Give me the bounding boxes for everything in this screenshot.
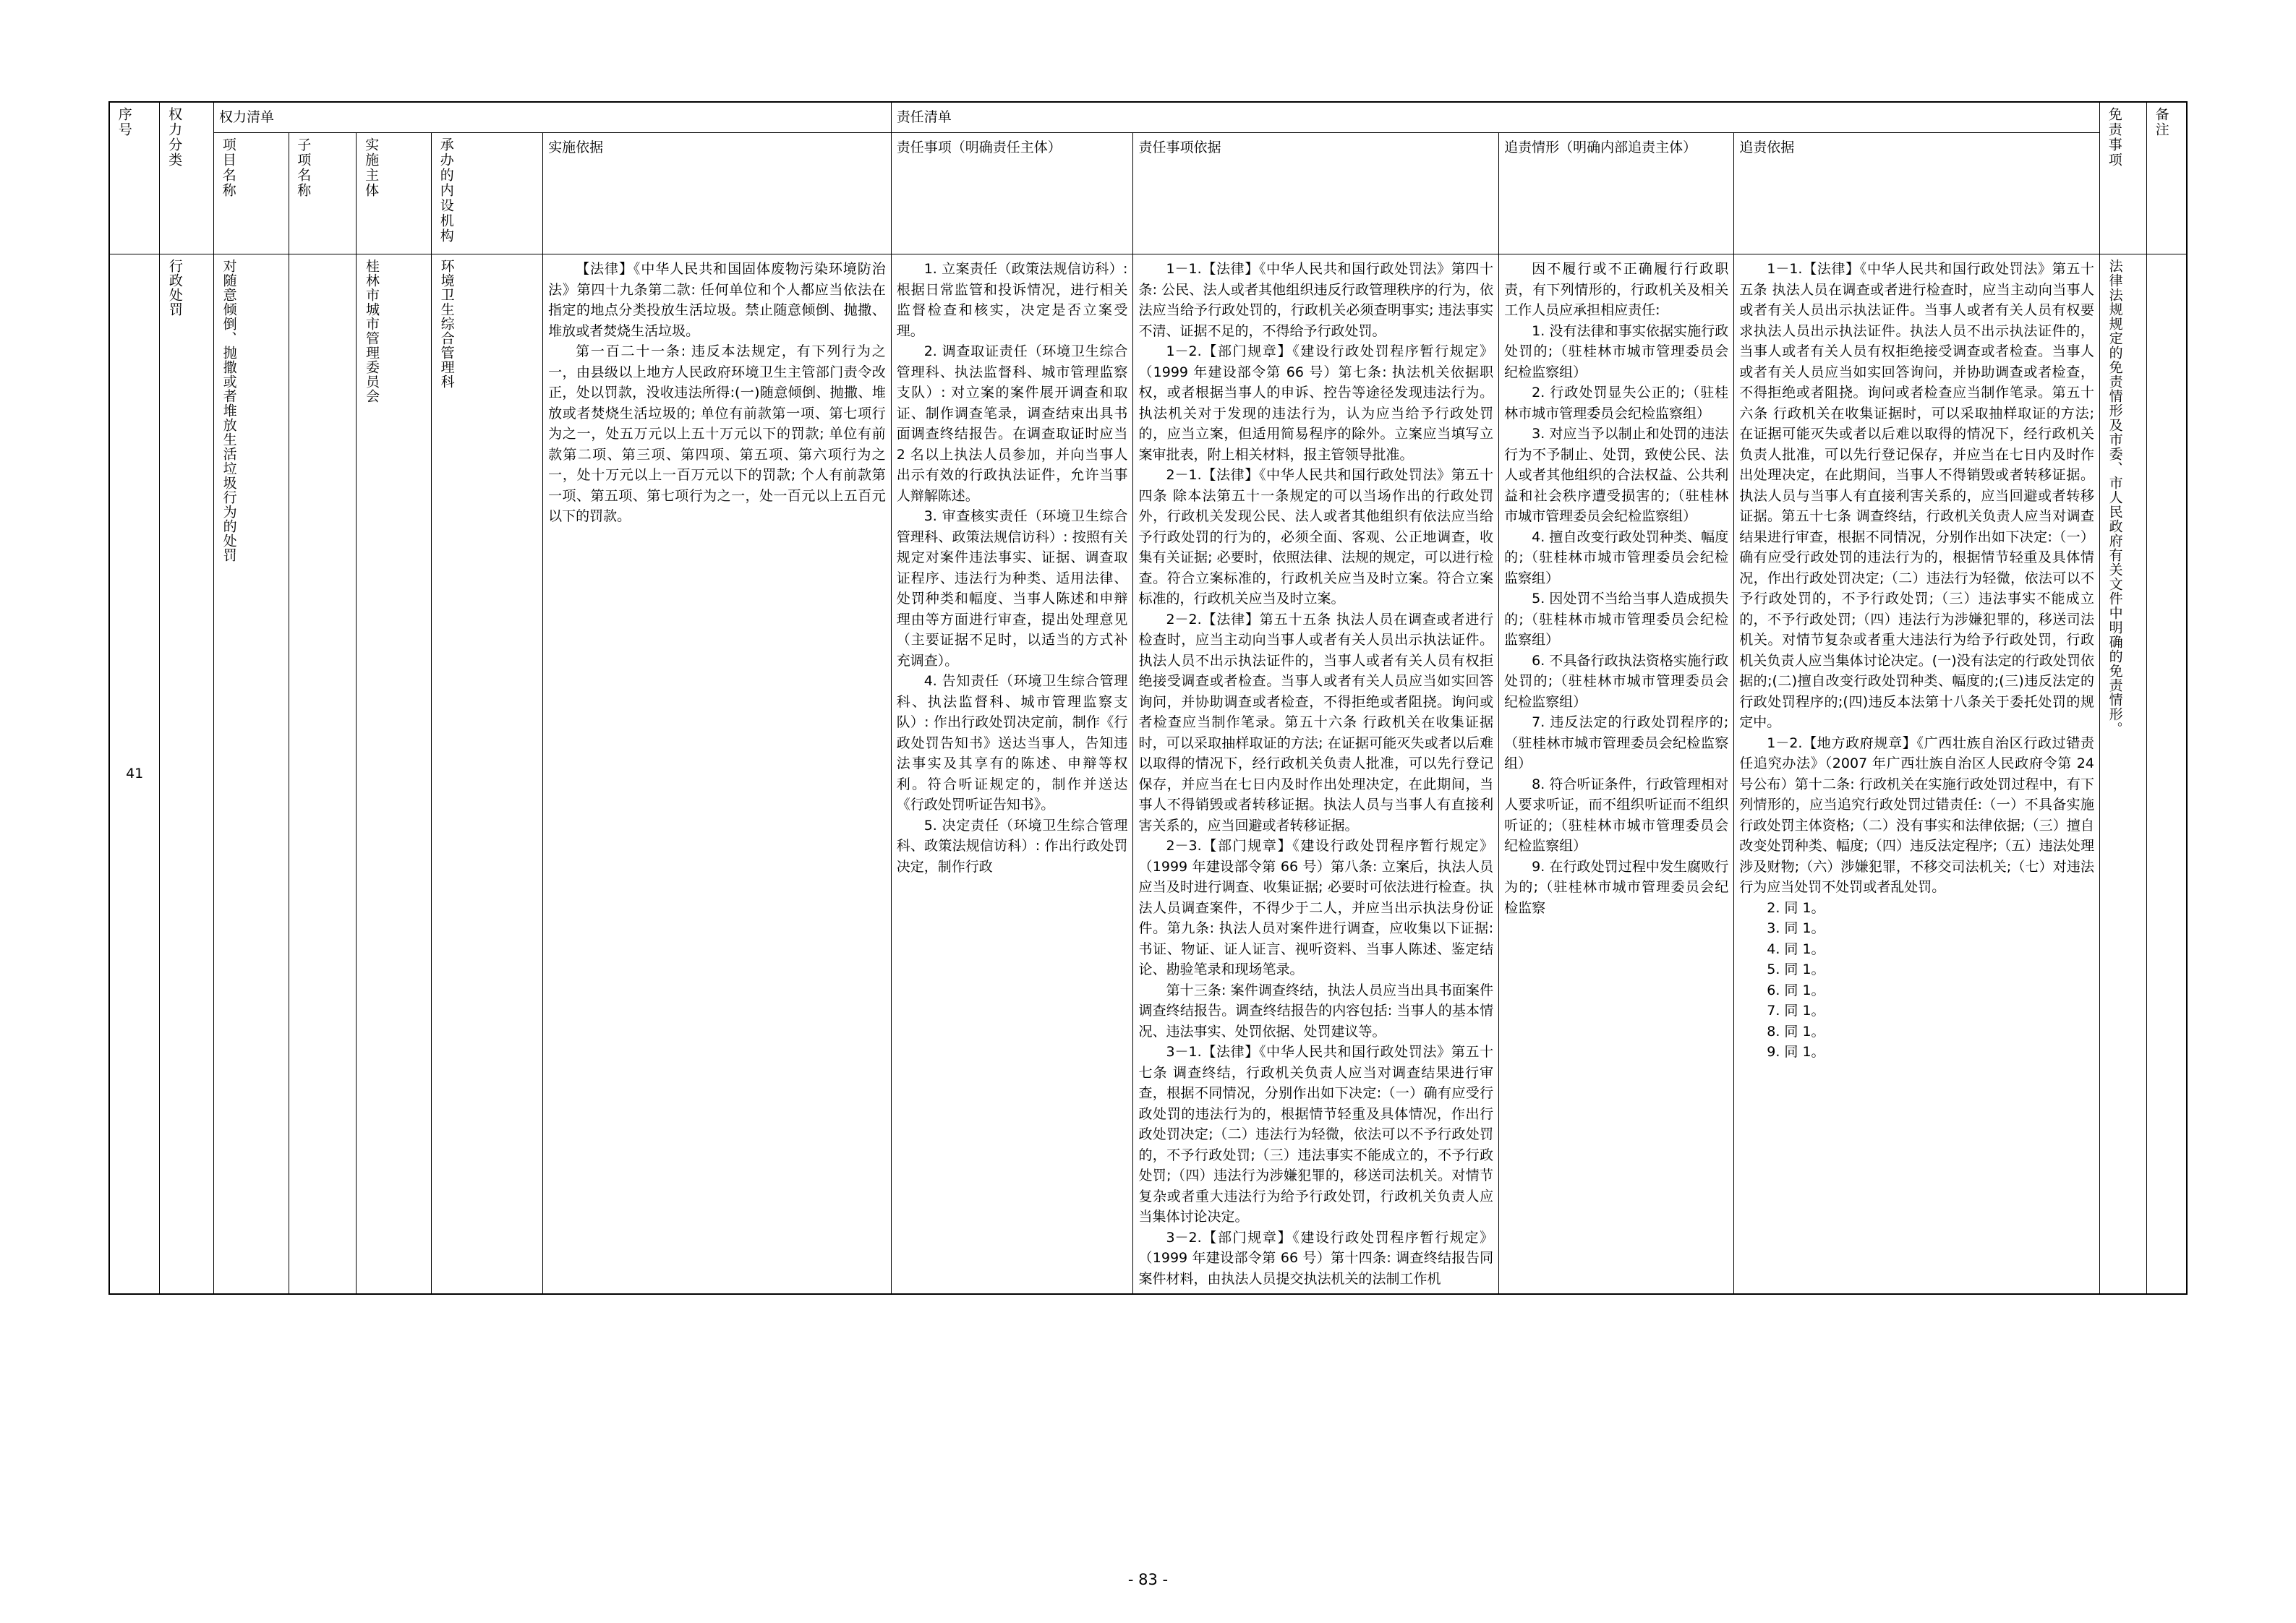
cell-accountability-situation	[1499, 254, 1734, 1295]
cell-exemption: 法律法规规定的免责情形及市委、市人民政府有关文件中明确的免责情形。	[2099, 254, 2146, 1295]
paragraph: 8. 符合听证条件，行政管理相对人要求听证，而不组织听证而不组织听证的;（驻桂林市城市管理委员会纪检监察组）	[1504, 776, 1729, 854]
header-implement-basis: 实施依据	[543, 132, 892, 254]
cell-internal-organ: 环境卫生综合管理科	[431, 254, 542, 1295]
page-number: - 83 -	[1127, 1571, 1169, 1588]
header-duty-basis: 责任事项依据	[1133, 132, 1499, 254]
header-seq: 序号	[109, 102, 160, 254]
paragraph: 2. 同 1。	[1767, 899, 1825, 916]
paragraph: 【法律】《中华人民共和国固体废物污染环境防治法》第四十九条第二款: 任何单位和个人都应当依法在指定的地点分类投放生活垃圾。禁止随意倾倒、抛撒、堆放或者焚烧生活垃圾。	[548, 261, 886, 339]
header-exemption: 免责事项	[2099, 102, 2146, 254]
cell-duty-basis	[1133, 254, 1499, 1295]
paragraph: 9. 同 1。	[1767, 1044, 1825, 1060]
header-category: 权力分类	[160, 102, 214, 254]
paragraph: 6. 不具备行政执法资格实施行政处罚的;（驻桂林市城市管理委员会纪检监察组）	[1504, 652, 1729, 710]
header-sub-item-name: 子项名称	[289, 132, 357, 254]
paragraph: 3. 审查核实责任（环境卫生综合管理科、政策法规信访科）: 按照有关规定对案件违法事实、证据、调查取证程序、违法行为种类、适用法律、处罚种类和幅度、当事人陈述和申辩理由等方面进行审查，提出处理意见（主要证据不足时，以适当的方式补充调查）。	[896, 508, 1128, 669]
power-duty-list-table	[108, 101, 2188, 1295]
paragraph: 1. 立案责任（政策法规信访科）: 根据日常监管和投诉情况，进行相关监督检查和核实，决定是否立案受理。	[896, 261, 1128, 339]
header-item-name: 项目名称	[213, 132, 289, 254]
paragraph: 2－1.【法律】《中华人民共和国行政处罚法》第五十四条 除本法第五十一条规定的可以当场作出的行政处罚外，行政机关发现公民、法人或者其他组织有依法应当给予行政处罚的行为的，必须全面、客观、公正地调查，收集有关证据; 必要时，依照法律、法规的规定，可以进行检查。符合立案标准的，行政机关应当及时立案。符合立案标准的，行政机关应当及时立案。	[1138, 467, 1494, 607]
paragraph: 7. 违反法定的行政处罚程序的;（驻桂林市城市管理委员会纪检监察组）	[1504, 714, 1729, 771]
cell-sub-item-name	[289, 254, 357, 1295]
paragraph: 1－1.【法律】《中华人民共和国行政处罚法》第五十五条 执法人员在调查或者进行检查时，应当主动向当事人或者有关人员出示执法证件。当事人或者有关人员有权要求执法人员出示执法证件。执法人员不出示执法证件的，当事人或者有关人员有权拒绝接受调查或者检查。当事人或者有关人员应当如实回答询问，并协助调查或者检查，不得拒绝或者阻挠。询问或者检查应当制作笔录。第五十六条 行政机关在收集证据时，可以采取抽样取证的方法; 在证据可能灭失或者以后难以取得的情况下，经行政机关负责人批准，可以先行登记保存，并应当在七日内及时作出处理决定，在此期间，当事人不得销毁或者转移证据。执法人员与当事人有直接利害关系的，应当回避或者转移证据。第五十七条 调查终结，行政机关负责人应当对调查结果进行审查，根据不同情况，分别作出如下决定:（一）确有应受行政处罚的违法行为的，根据情节轻重及具体情况，作出行政处罚决定;（二）违法行为轻微，依法可以不予行政处罚的，不予行政处罚;（三）违法事实不能成立的，不予行政处罚;（四）违法行为涉嫌犯罪的，移送司法机关。对情节复杂或者重大违法行为给予行政处罚，行政机关负责人应当集体讨论决定。(一)没有法定的行政处罚依据的;(二)擅自改变行政处罚种类、幅度的;(三)违反法定的行政处罚程序的;(四)违反本法第十八条关于委托处罚的规定中。	[1739, 261, 2094, 730]
paragraph: 3. 对应当予以制止和处罚的违法行为不予制止、处罚，致使公民、法人或者其他组织的合法权益、公共利益和社会秩序遭受损害的;（驻桂林市城市管理委员会纪检监察组）	[1504, 426, 1729, 524]
paragraph: 5. 因处罚不当给当事人造成损失的;（驻桂林市城市管理委员会纪检监察组）	[1504, 591, 1729, 648]
header-implement-subject: 实施主体	[357, 132, 432, 254]
paragraph: 2－3.【部门规章】《建设行政处罚程序暂行规定》（1999 年建设部令第 66 号）第八条: 立案后，执法人员应当及时进行调查、收集证据; 必要时可依法进行检查。执法人员调查案件，不得少于二人，并应当出示执法身份证件。第九条: 执法人员对案件进行调查，应收集以下证据: 书证、物证、证人证言、视听资料、当事人陈述、鉴定结论、勘验笔录和现场笔录。	[1138, 838, 1494, 977]
header-internal-organ: 承办的内设机构	[431, 132, 542, 254]
paragraph: 3. 同 1。	[1767, 920, 1825, 936]
cell-item-name: 对随意倾倒、抛撒或者堆放生活垃圾行为的处罚	[213, 254, 289, 1295]
header-power-list: 权力清单	[213, 102, 891, 132]
paragraph: 4. 告知责任（环境卫生综合管理科、执法监督科、城市管理监察支队）: 作出行政处罚决定前，制作《行政处罚告知书》送达当事人，告知违法事实及其享有的陈述、申辩等权利。符合听证规定的，制作并送达《行政处罚听证告知书》。	[896, 673, 1128, 813]
table-row	[109, 254, 2187, 1295]
paragraph: 1. 没有法律和事实依据实施行政处罚的;（驻桂林市城市管理委员会纪检监察组）	[1504, 322, 1729, 380]
paragraph: 5. 同 1。	[1767, 962, 1825, 977]
paragraph: 2－2.【法律】第五十五条 执法人员在调查或者进行检查时，应当主动向当事人或者有关人员出示执法证件。执法人员不出示执法证件的，当事人或者有关人员有权拒绝接受调查或者检查。当事人或者有关人员应当如实回答询问，并协助调查或者检查，不得拒绝或者阻挠。询问或者检查应当制作笔录。第五十六条 行政机关在收集证据时，可以采取抽样取证的方法; 在证据可能灭失或者以后难以取得的情况下，经行政机关负责人批准，可以先行登记保存，并应当在七日内及时作出处理决定，在此期间，当事人不得销毁或者转移证据。执法人员与当事人有直接利害关系的，应当回避或者转移证据。	[1138, 611, 1494, 834]
paragraph: 2. 行政处罚显失公正的;（驻桂林市城市管理委员会纪检监察组）	[1504, 385, 1729, 421]
cell-seq: 41	[109, 254, 160, 1295]
paragraph: 3－2.【部门规章】《建设行政处罚程序暂行规定》（1999 年建设部令第 66 号）第十四条: 调查终结报告同案件材料，由执法人员提交执法机关的法制工作机	[1138, 1229, 1494, 1287]
paragraph: 8. 同 1。	[1767, 1023, 1825, 1040]
paragraph: 1－2.【地方政府规章】《广西壮族自治区行政过错责任追究办法》（2007 年广西壮族自治区人民政府令第 24 号公布）第十二条: 行政机关在实施行政处罚过程中，有下列情形的，应当追究行政处罚过错责任:（一）不具备实施行政处罚主体资格;（二）没有事实和法律依据;（三）擅自改变处罚种类、幅度;（四）违反法定程序;（五）违法处理涉及财物;（六）涉嫌犯罪，不移交司法机关;（七）对违法行为应当处罚不处罚或者乱处罚。	[1739, 735, 2094, 895]
paragraph: 9. 在行政处罚过程中发生腐败行为的;（驻桂林市城市管理委员会纪检监察	[1504, 858, 1729, 916]
paragraph: 6. 同 1。	[1767, 982, 1825, 998]
cell-accountability-basis	[1734, 254, 2100, 1295]
table-header	[109, 102, 2187, 254]
cell-duty-matters	[891, 254, 1133, 1295]
paragraph: 7. 同 1。	[1767, 1003, 1825, 1019]
paragraph: 4. 同 1。	[1767, 941, 1825, 957]
header-remark: 备注	[2147, 102, 2188, 254]
paragraph: 1－1.【法律】《中华人民共和国行政处罚法》第四十条: 公民、法人或者其他组织违反行政管理秩序的行为，依法应当给予行政处罚的，行政机关必须查明事实; 违法事实不清、证据不足的，不得给予行政处罚。	[1138, 261, 1494, 339]
cell-remark	[2147, 254, 2188, 1295]
paragraph: 2. 调查取证责任（环境卫生综合管理科、执法监督科、城市管理监察支队）: 对立案的案件展开调查和取证、制作调查笔录，调查结束出具书面调查终结报告。在调查取证时应当 2 名以上执法人员参加，并向当事人出示有效的行政执法证件，允许当事人辩解陈述。	[896, 343, 1128, 504]
paragraph: 3－1.【法律】《中华人民共和国行政处罚法》第五十七条 调查终结，行政机关负责人应当对调查结果进行审查，根据不同情况，分别作出如下决定:（一）确有应受行政处罚的违法行为的，根据情节轻重及具体情况，作出行政处罚决定;（二）违法行为轻微，依法可以不予行政处罚的，不予行政处罚;（三）违法事实不能成立的，不予行政处罚;（四）违法行为涉嫌犯罪的，移送司法机关。对情节复杂或者重大违法行为给予行政处罚，行政机关负责人应当集体讨论决定。	[1138, 1044, 1494, 1225]
paragraph: 4. 擅自改变行政处罚种类、幅度的;（驻桂林市城市管理委员会纪检监察组）	[1504, 528, 1729, 586]
paragraph: 5. 决定责任（环境卫生综合管理科、政策法规信访科）: 作出行政处罚决定，制作行政	[896, 817, 1128, 875]
header-accountability-basis: 追责依据	[1734, 132, 2100, 254]
header-duty-matters: 责任事项（明确责任主体）	[891, 132, 1133, 254]
paragraph: 因不履行或不正确履行行政职责，有下列情形的，行政机关及相关工作人员应承担相应责任:	[1504, 261, 1729, 318]
paragraph: 1－2.【部门规章】《建设行政处罚程序暂行规定》（1999 年建设部令第 66 号）第七条: 执法机关依据职权，或者根据当事人的申诉、控告等途径发现违法行为。执法机关对于发现的违法行为，认为应当给予行政处罚的，应当立案，但适用简易程序的除外。立案应当填写立案审批表，附上相关材料，报主管领导批准。	[1138, 343, 1494, 463]
cell-category: 行政处罚	[160, 254, 214, 1295]
cell-implement-subject: 桂林市城市管理委员会	[357, 254, 432, 1295]
paragraph: 第十三条: 案件调查终结，执法人员应当出具书面案件调查终结报告。调查终结报告的内容包括: 当事人的基本情况、违法事实、处罚依据、处罚建议等。	[1138, 982, 1494, 1040]
header-duty-list: 责任清单	[891, 102, 2099, 132]
cell-implement-basis	[543, 254, 892, 1295]
paragraph: 第一百二十一条: 违反本法规定，有下列行为之一，由县级以上地方人民政府环境卫生主管部门责令改正，处以罚款，没收违法所得:(一)随意倾倒、抛撒、堆放或者焚烧生活垃圾的; 单位有前款第一项、第七项行为之一，处五万元以上五十万元以下的罚款; 单位有前款第二项、第三项、第四项、第五项、第六项行为之一，处十万元以上一百万元以下的罚款; 个人有前款第一项、第五项、第七项行为之一，处一百元以上五百元以下的罚款。	[548, 343, 886, 524]
header-accountability-situation: 追责情形（明确内部追责主体）	[1499, 132, 1734, 254]
